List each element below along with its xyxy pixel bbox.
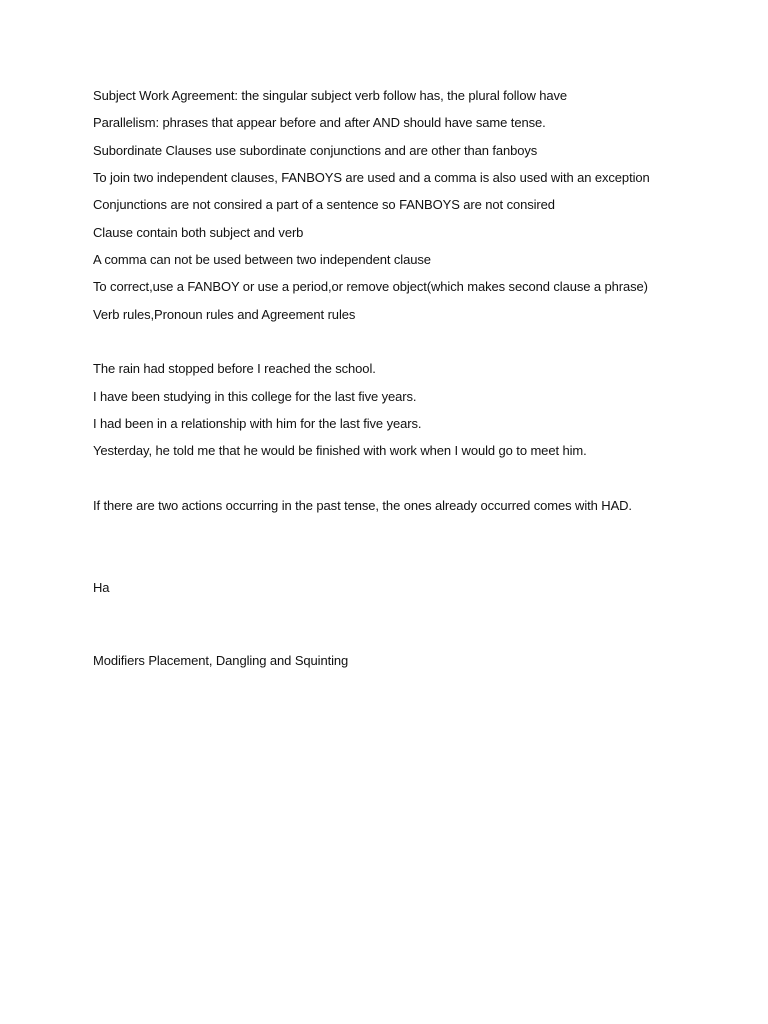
note-line-rule-categories: Verb rules,Pronoun rules and Agreement rules — [93, 307, 356, 322]
note-line-conjunctions: Conjunctions are not consired a part of a sentence so FANBOYS are not consired — [93, 197, 555, 212]
note-fragment-ha: Ha — [93, 580, 110, 595]
note-line-join-independent-clauses: To join two independent clauses, FANBOYS are used and a comma is also used with an exception — [93, 170, 650, 185]
note-line-clause-definition: Clause contain both subject and verb — [93, 225, 304, 240]
section-heading-modifiers: Modifiers Placement, Dangling and Squinting — [93, 653, 349, 668]
note-line-parallelism: Parallelism: phrases that appear before and after AND should have same tense. — [93, 115, 546, 130]
note-line-past-tense-had: If there are two actions occurring in the past tense, the ones already occurred comes with HAD. — [93, 498, 632, 513]
note-line-subordinate-clauses: Subordinate Clauses use subordinate conjunctions and are other than fanboys — [93, 143, 538, 158]
example-sentence-rain: The rain had stopped before I reached the school. — [93, 361, 376, 376]
note-line-correction-methods: To correct,use a FANBOY or use a period,or remove object(which makes second clause a phrase) — [93, 279, 648, 294]
note-line-comma-rule: A comma can not be used between two independent clause — [93, 252, 431, 267]
note-line-subject-verb-agreement: Subject Work Agreement: the singular subject verb follow has, the plural follow have — [93, 88, 568, 103]
example-sentence-studying: I have been studying in this college for the last five years. — [93, 389, 417, 404]
example-sentence-yesterday: Yesterday, he told me that he would be finished with work when I would go to meet him. — [93, 443, 587, 458]
example-sentence-relationship: I had been in a relationship with him for the last five years. — [93, 416, 422, 431]
